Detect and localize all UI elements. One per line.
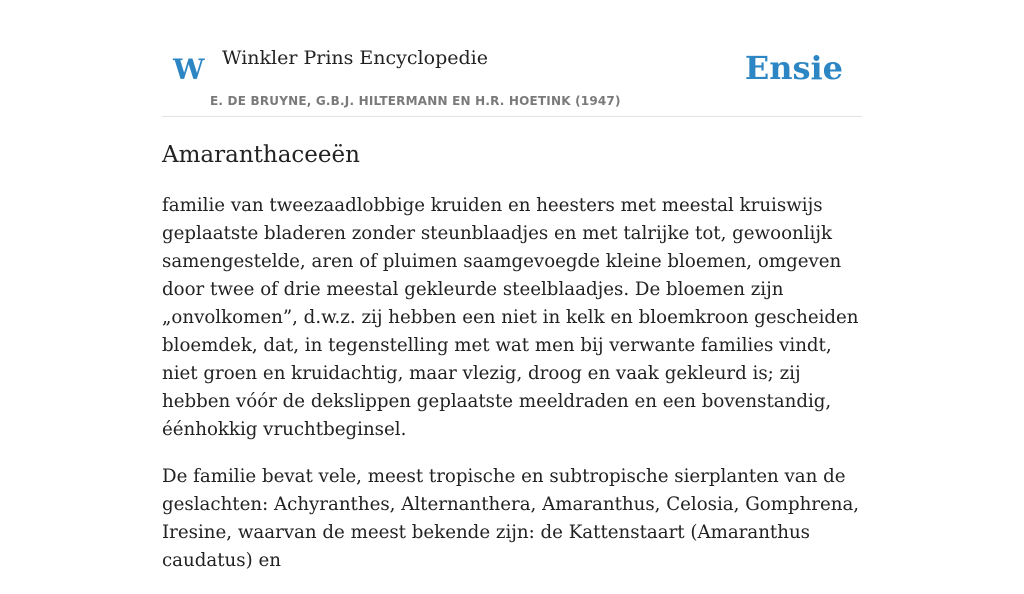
article-paragraph: De familie bevat vele, meest tropische en subtropische sierplanten van de geslachten: Achyranthes, Alternanthera, Amaranthus, Celosia, Gomphrena, Iresine, waarvan de meest bekende zijn: de Kattenstaart (Amaranthus caudatus) en [162,466,860,571]
article-title: Amaranthaceeën [162,142,360,168]
ensie-logo[interactable]: Ensie [744,49,843,87]
site-header [162,36,862,117]
source-authors: E. DE BRUYNE, G.B.J. HILTERMANN EN H.R. HOETINK (1947) [210,94,621,108]
article-body [162,192,868,594]
article-paragraph: familie van tweezaadlobbige kruiden en heesters met meestal kruiswijs geplaatste bladeren zonder steunblaadjes en met talrijke tot, gewoonlijk samengestelde, aren of pluimen saamgevoegde kleine bloemen, omgeven door twee of drie meestal gekleurde steelblaadjes. De bloemen zijn „onvolkomen”, d.w.z. zij hebben een niet in kelk en bloemkroon gescheiden bloemdek, dat, in tegenstelling met wat men bij verwante families vindt, niet groen en kruidachtig, maar vlezig, droog en vaak gekleurd is; zij hebben vóór de dekslippen geplaatste meeldraden en een bovenstandig, éénhokkig vruchtbeginsel. [162,195,859,440]
winkler-prins-logo[interactable]: W [173,53,205,86]
source-title[interactable]: Winkler Prins Encyclopedie [222,47,488,69]
